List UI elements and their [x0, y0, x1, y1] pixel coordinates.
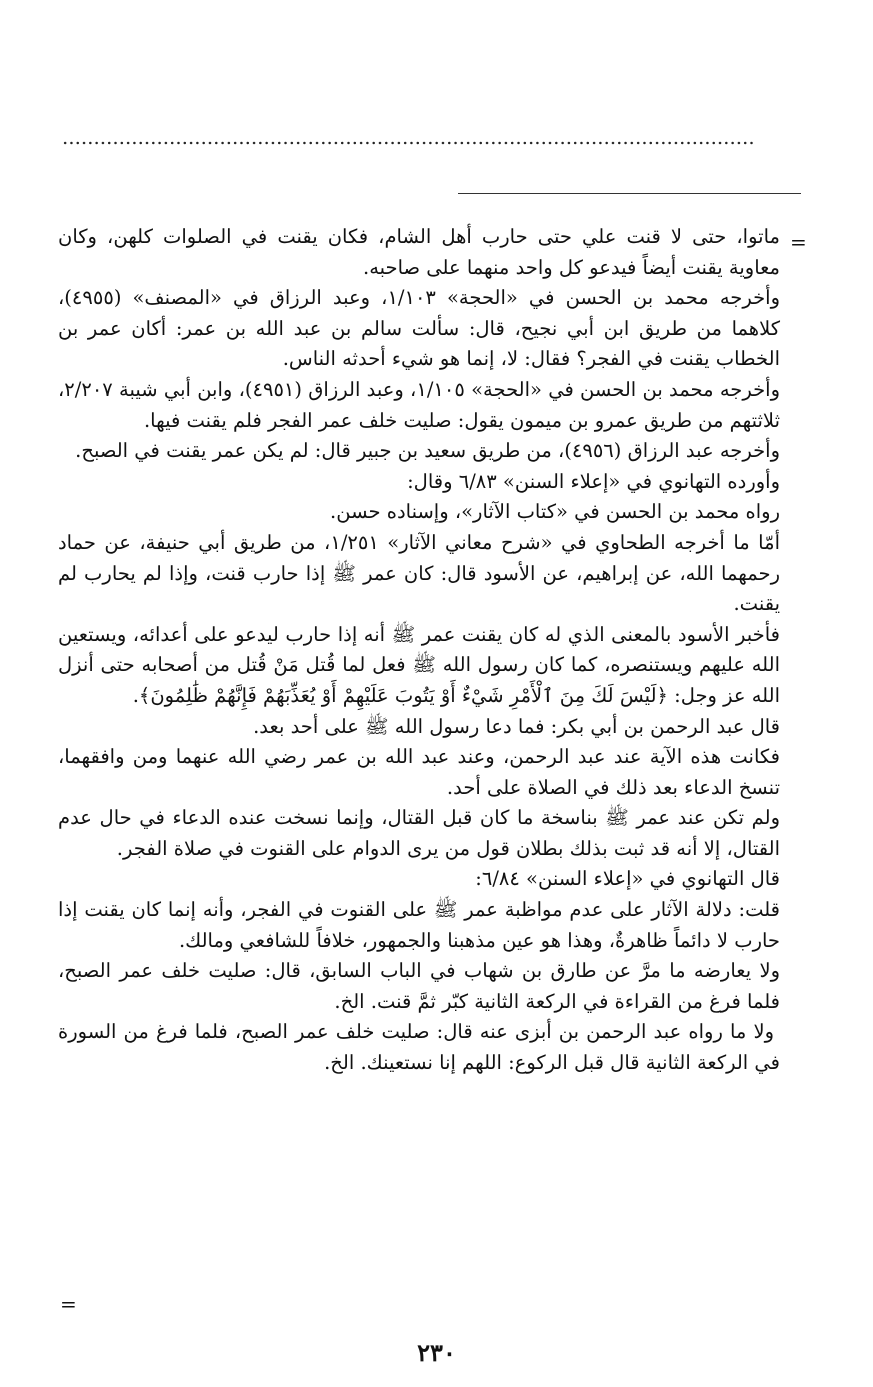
paragraph: أمّا ما أخرجه الطحاوي في «شرح معاني الآثار» ١/٢٥١، من طريق أبي حنيفة، عن حماد رحمهما الله، عن إبراهيم، عن الأسود قال: كان عمر ﷺ إذا حارب قنت، وإذا لم يحارب لم يقنت. [58, 530, 780, 616]
page-number: ٢٣٠ [417, 1338, 456, 1367]
paragraph: رواه محمد بن الحسن في «كتاب الآثار»، وإسناده حسن. [330, 500, 780, 524]
end-mark: = [60, 1292, 77, 1316]
paragraph: وأخرجه محمد بن الحسن في «الحجة» ١/١٠٣، وعبد الرزاق في «المصنف» (٤٩٥٥)، كلاهما من طريق ابن أبي نجيح، قال: سألت سالم بن عبد الله بن عمر: أكان عمر بن الخطاب يقنت في الفجر؟ فقال: لا، إنما هو شيء أحدثه الناس. [58, 286, 780, 371]
footnote-text [58, 222, 780, 1079]
paragraph: وأورده التهانوي في «إعلاء السنن» ٦/٨٣ وقال: [407, 469, 780, 493]
paragraph: وأخرجه عبد الرزاق (٤٩٥٦)، من طريق سعيد بن جبير قال: لم يكن عمر يقنت في الصبح. [75, 439, 780, 463]
continuation-mark: = [790, 230, 807, 254]
paragraph: قال التهانوي في «إعلاء السنن» ٦/٨٤: [475, 867, 780, 891]
paragraph: فكانت هذه الآية عند عبد الرحمن، وعند عبد الله بن عمر رضي الله عنهما ومن وافقهما، تنسخ الدعاء بعد ذلك في الصلاة على أحد. [58, 745, 780, 799]
paragraph: ولا ما رواه عبد الرحمن بن أبزى عنه قال: صليت خلف عمر الصبح، فلما فرغ من السورة في الركعة الثانية قال قبل الركوع: اللهم إنا نستعينك. الخ. [58, 1020, 780, 1075]
paragraph: ولا يعارضه ما مرَّ عن طارق بن شهاب في الباب السابق، قال: صليت خلف عمر الصبح، فلما فرغ من القراءة في الركعة الثانية كبّر ثمَّ قنت. الخ. [58, 959, 780, 1013]
paragraph: فأخبر الأسود بالمعنى الذي له كان يقنت عمر ﷺ أنه إذا حارب ليدعو على أعدائه، ويستعين الله عليهم ويستنصره، كما كان رسول الله ﷺ فعل لما قُتل مَنْ قُتل من أصحابه حتى أنزل الله عز وجل: ﴿لَيْسَ لَكَ مِنَ ٱلْأَمْرِ شَيْءٌ أَوْ يَتُوبَ عَلَيْهِمْ أَوْ يُعَذِّبَهُمْ فَإِنَّهُمْ ظَٰلِمُونَ﴾. [58, 622, 780, 707]
paragraph: ماتوا، حتى لا قنت علي حتى حارب أهل الشام، فكان يقنت في الصلوات كلهن، وكان معاوية يقنت أيضاً فيدعو كل واحد منهما على صاحبه. [58, 225, 780, 279]
paragraph: قال عبد الرحمن بن أبي بكر: فما دعا رسول الله ﷺ على أحد بعد. [253, 714, 780, 738]
paragraph: وأخرجه محمد بن الحسن في «الحجة» ١/١٠٥، وعبد الرزاق (٤٩٥١)، وابن أبي شيبة ٢/٢٠٧، ثلاثتهم من طريق عمرو بن ميمون يقول: صليت خلف عمر الفجر فلم يقنت فيها. [58, 377, 780, 432]
paragraph: قلت: دلالة الآثار على عدم مواظبة عمر ﷺ على القنوت في الفجر، وأنه إنما كان يقنت إذا حارب لا دائماً ظاهرةٌ، وهذا هو عين مذهبنا والجمهور، خلافاً للشافعي ومالك. [58, 898, 780, 952]
paragraph: ولم تكن عند عمر ﷺ بناسخة ما كان قبل القتال، وإنما نسخت عنده الدعاء في حال عدم القتال، إلا أنه قد ثبت بذلك بطلان قول من يرى الدوام على القنوت في صلاة الفجر. [58, 806, 780, 860]
dotted-separator [62, 140, 754, 146]
footnote-rule [458, 193, 801, 194]
